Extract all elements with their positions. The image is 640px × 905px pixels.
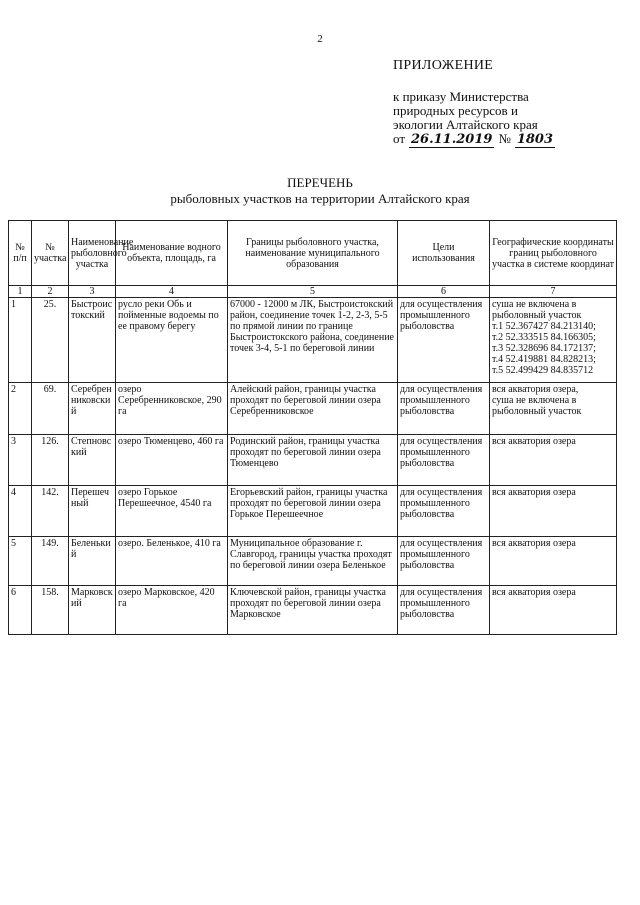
usage-purpose: для осуществления промышленного рыболовства [398,298,490,383]
coord-line: вся акватория озера, [492,384,579,395]
plot-number: 25. [32,298,69,383]
plot-number: 158. [32,586,69,635]
water-body: озеро Горькое Перешеечное, 4540 га [116,486,228,537]
coordinates [490,486,617,537]
coord-line: вся акватория озера [492,487,576,498]
header-row [9,221,617,286]
plot-name: Серебренниковский [69,383,116,435]
row-index: 3 [9,435,32,486]
row-index: 2 [9,383,32,435]
water-body: русло реки Обь и пойменные водоемы по ее правому берегу [116,298,228,383]
coord-line: т.5 52.499429 84.835712 [492,365,594,376]
header-cell: Наименование рыболовного участка [69,221,116,286]
column-number: 4 [116,286,228,298]
plot-name: Беленький [69,537,116,586]
table-row [9,486,617,537]
column-number: 6 [398,286,490,298]
order-number: 1803 [516,132,554,147]
fishing-plots-table [8,220,617,635]
water-body: озеро. Беленькое, 410 га [116,537,228,586]
plot-number: 69. [32,383,69,435]
column-number: 3 [69,286,116,298]
coord-line: вся акватория озера [492,587,576,598]
column-number: 5 [228,286,398,298]
coord-line: вся акватория озера [492,538,576,549]
plot-name: Быстроистокский [69,298,116,383]
coordinates [490,537,617,586]
coord-line: рыболовный участок [492,406,582,417]
plot-bounds: Ключевской район, границы участка проходят по береговой линии озера Марковское [228,586,398,635]
from-label: от [393,131,406,146]
plot-name: Марковский [69,586,116,635]
table-row [9,383,617,435]
column-number: 2 [32,286,69,298]
column-number: 1 [9,286,32,298]
coordinates [490,586,617,635]
document-subtitle: рыболовных участков на территории Алтайского края [170,191,470,206]
header-cell: № участка [32,221,69,286]
plot-bounds: Алейский район, границы участка проходят по береговой линии озера Серебренниковское [228,383,398,435]
water-body: озеро Серебренниковское, 290 га [116,383,228,435]
plot-name: Степновский [69,435,116,486]
coord-line: суша не включена в [492,299,577,310]
table-row [9,298,617,383]
column-number: 7 [490,286,617,298]
header-cell: Географические координаты границ рыболовного участка в системе координат [490,221,617,286]
table-row [9,537,617,586]
usage-purpose: для осуществления промышленного рыболовства [398,435,490,486]
water-body: озеро Марковское, 420 га [116,586,228,635]
appendix-line-2: природных ресурсов и [393,103,518,118]
appendix-line-3: экологии Алтайского края [393,117,538,132]
usage-purpose: для осуществления промышленного рыболовства [398,486,490,537]
appendix-title: ПРИЛОЖЕНИЕ [393,58,494,73]
header-cell: Границы рыболовного участка, наименование муниципального образования [228,221,398,286]
header-cell: Наименование водного объекта, площадь, га [116,221,228,286]
row-index: 4 [9,486,32,537]
order-date: 26.11.2019 [411,132,493,147]
usage-purpose: для осуществления промышленного рыболовства [398,586,490,635]
appendix-line-1: к приказу Министерства [393,89,529,104]
plot-bounds: Муниципальное образование г. Славгород, границы участка проходят по береговой линии озера Беленькое [228,537,398,586]
water-body: озеро Тюменцево, 460 га [116,435,228,486]
coordinates [490,298,617,383]
plot-bounds: Егорьевский район, границы участка проходят по береговой линии озера Горькое Перешеечное [228,486,398,537]
coord-line: суша не включена в [492,395,577,406]
coord-line: т.3 52.328696 84.172137; [492,343,596,354]
plot-bounds: Родинский район, границы участка проходят по береговой линии озера Тюменцево [228,435,398,486]
table-row [9,435,617,486]
coord-line: рыболовный участок [492,310,582,321]
header-cell: Цели использования [398,221,490,286]
row-index: 1 [9,298,32,383]
row-index: 5 [9,537,32,586]
coordinates [490,435,617,486]
coord-line: т.2 52.333515 84.166305; [492,332,596,343]
row-index: 6 [9,586,32,635]
usage-purpose: для осуществления промышленного рыболовства [398,383,490,435]
number-label: № [498,131,511,146]
page-number: 2 [317,33,323,45]
plot-number: 149. [32,537,69,586]
usage-purpose: для осуществления промышленного рыболовства [398,537,490,586]
coordinates [490,383,617,435]
document-title: ПЕРЕЧЕНЬ [287,175,353,190]
plot-number: 126. [32,435,69,486]
header-cell: № п/п [9,221,32,286]
coord-line: т.4 52.419881 84.828213; [492,354,596,365]
coord-line: вся акватория озера [492,436,576,447]
coord-line: т.1 52.367427 84.213140; [492,321,596,332]
plot-bounds: 67000 - 12000 м ЛК, Быстроистокский район, соединение точек 1-2, 2-3, 5-5 по прямой линии по границе Быстроистокского района, соединение точек 3-4, 5-1 по береговой линии [228,298,398,383]
plot-number: 142. [32,486,69,537]
column-number-row [9,286,617,298]
plot-name: Перешечный [69,486,116,537]
appendix-block [393,58,593,148]
table-row [9,586,617,635]
order-date-number [393,132,593,148]
